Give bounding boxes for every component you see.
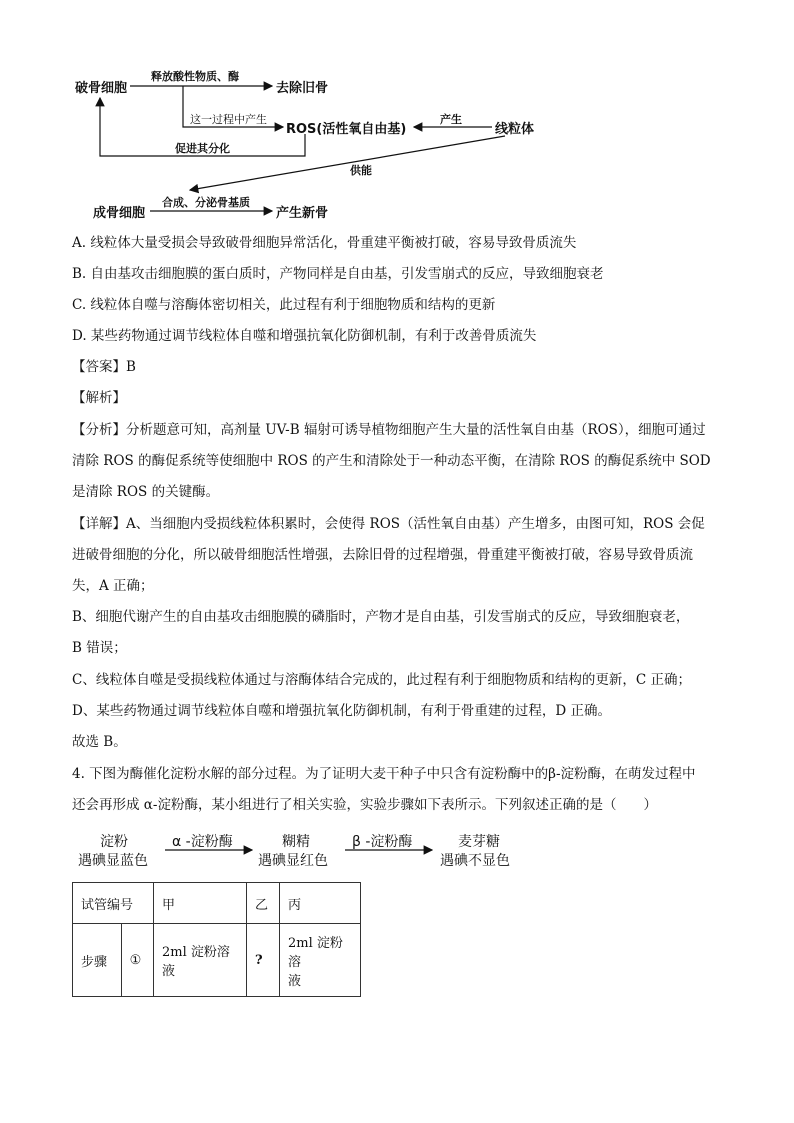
arrow-energy: [190, 136, 505, 190]
maltose-color-label: 遇碘不显色: [440, 853, 510, 869]
analysis-heading: 【解析】: [72, 390, 126, 406]
option-b: B. 自由基攻击细胞膜的蛋白质时，产物同样是自由基，引发雪崩式的反应，导致细胞衰老: [72, 266, 604, 282]
detail-line-6: C、线粒体自噬是受损线粒体通过与溶酶体结合完成的，此过程有利于细胞物质和结构的更新，C 正确；: [72, 672, 691, 688]
question-4-stem-line-2: 还会再形成 α-淀粉酶，某小组进行了相关实验，实验步骤如下表所示。下列叙述正确的是（ ）: [72, 797, 657, 813]
analysis-line-1: 【分析】分析题意可知，高剂量 UV-B 辐射可诱导植物细胞产生大量的活性氧自由基（ROS），细胞可通过: [72, 422, 706, 438]
detail-line-2: 进破骨细胞的分化，所以破骨细胞活性增强，去除旧骨的过程增强，骨重建平衡被打破，容易导致骨质流: [72, 547, 693, 563]
table-header-cell: 乙: [247, 883, 280, 924]
mitochondria-label: 线粒体: [495, 122, 535, 137]
option-a: A. 线粒体大量受损会导致破骨细胞异常活化，骨重建平衡被打破，容易导致骨质流失: [72, 235, 577, 251]
table-header-cell: 丙: [280, 883, 361, 924]
table-cell: ?: [247, 924, 280, 997]
table-header-cell: 甲: [154, 883, 247, 924]
table-cell: 步骤: [73, 924, 122, 997]
produce-label: 产生: [440, 113, 462, 126]
diagram-arrows: [0, 0, 794, 230]
osteoblast-label: 成骨细胞: [93, 206, 146, 221]
experiment-table: [72, 882, 361, 997]
table-cell: ①: [121, 924, 153, 997]
option-c: C. 线粒体自噬与溶酶体密切相关，此过程有利于细胞物质和结构的更新: [72, 297, 496, 313]
question-4-stem-line-1: 4. 下图为酶催化淀粉水解的部分过程。为了证明大麦干种子中只含有淀粉酶中的β-淀粉酶，在萌发过程中: [72, 766, 696, 782]
alpha-amylase-label: α -淀粉酶: [172, 834, 233, 850]
answer: 【答案】B: [72, 359, 136, 375]
new-bone-label: 产生新骨: [276, 206, 329, 221]
bone-remodeling-diagram: [0, 0, 794, 230]
table-cell: 2ml 淀粉溶液: [154, 924, 247, 997]
energy-label: 供能: [350, 164, 372, 177]
maltose-label: 麦芽糖: [458, 834, 500, 850]
detail-line-7: D、某些药物通过调节线粒体自噬和增强抗氧化防御机制，有利于骨重建的过程，D 正确。: [72, 703, 611, 719]
detail-line-1: 【详解】A、当细胞内受损线粒体积累时，会使得 ROS（活性氧自由基）产生增多，由图可知，ROS 会促: [72, 516, 705, 532]
process-label: 这一过程中产生: [190, 113, 267, 126]
starch-color-label: 遇碘显蓝色: [78, 853, 148, 869]
table-row: [73, 924, 361, 997]
table-header-cell: 试管编号: [73, 883, 154, 924]
dextrin-label: 糊精: [282, 834, 310, 850]
table-cell: [280, 924, 361, 997]
option-d: D. 某些药物通过调节线粒体自噬和增强抗氧化防御机制，有利于改善骨质流失: [72, 328, 537, 344]
release-label: 释放酸性物质、酶: [151, 70, 239, 83]
cell-text-line-1: 2ml 淀粉溶: [288, 935, 343, 970]
analysis-line-3: 是清除 ROS 的关键酶。: [72, 484, 220, 500]
ros-label: ROS(活性氧自由基): [286, 122, 407, 137]
beta-amylase-label: β -淀粉酶: [352, 834, 413, 850]
synthesis-label: 合成、分泌骨基质: [162, 196, 250, 209]
differentiation-label: 促进其分化: [175, 142, 230, 155]
remove-bone-label: 去除旧骨: [276, 81, 329, 96]
analysis-line-2: 清除 ROS 的酶促系统等使细胞中 ROS 的产生和清除处于一种动态平衡，在清除 ROS 的酶促系统中 SOD: [72, 453, 711, 469]
cell-text-line-2: 液: [288, 973, 302, 989]
dextrin-color-label: 遇碘显红色: [258, 853, 328, 869]
osteoclast-label: 破骨细胞: [75, 81, 128, 96]
conclusion: 故选 B。: [72, 734, 127, 750]
detail-line-3: 失，A 正确；: [72, 578, 154, 594]
detail-line-5: B 错误；: [72, 640, 127, 656]
detail-line-4: B、细胞代谢产生的自由基攻击细胞膜的磷脂时，产物才是自由基，引发雪崩式的反应，导致细胞衰老，: [72, 609, 690, 625]
starch-label: 淀粉: [100, 834, 128, 850]
starch-hydrolysis-diagram: [0, 820, 794, 880]
table-header-row: [73, 883, 361, 924]
